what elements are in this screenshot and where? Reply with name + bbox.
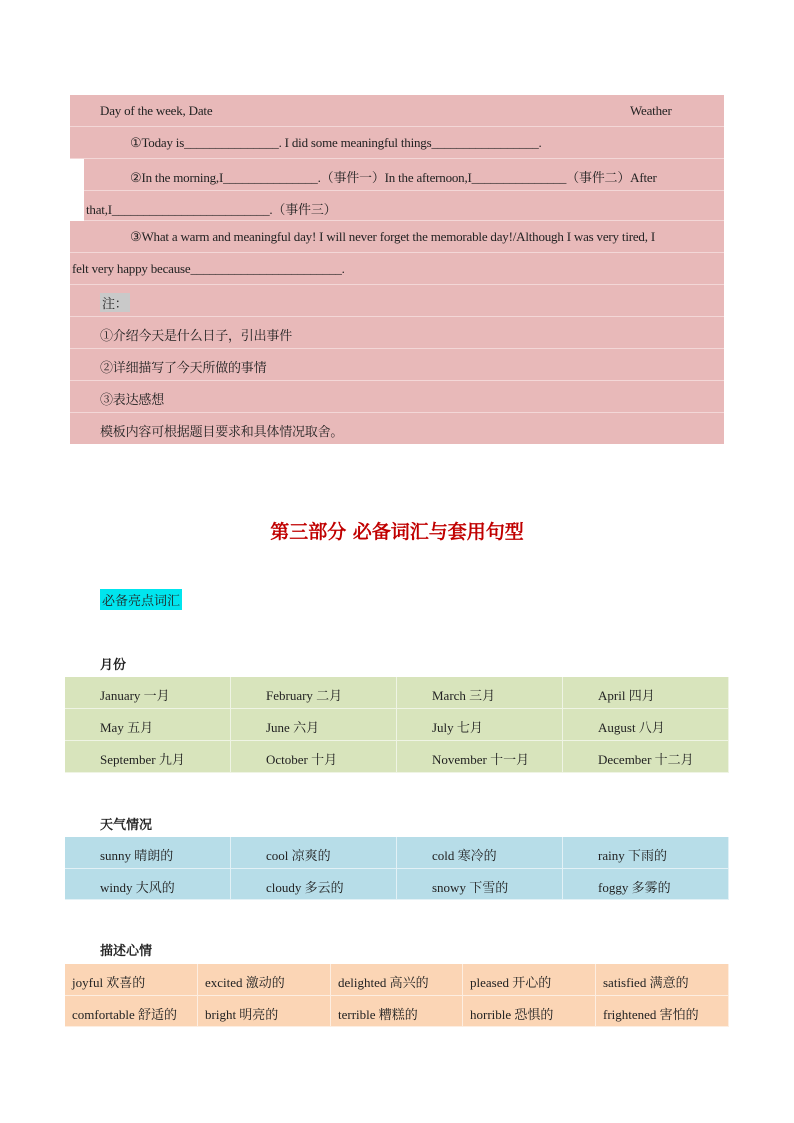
table-cell: bright 明亮的 xyxy=(198,996,331,1027)
table-cell: cold 寒冷的 xyxy=(397,837,563,869)
months-label: 月份 xyxy=(100,658,127,673)
weather-label: 天气情况 xyxy=(100,818,153,833)
template-line-4: ③What a warm and meaningful day! I will never forget the memorable day!/Although I was very tired, I xyxy=(130,229,655,244)
table-cell: comfortable 舒适的 xyxy=(65,996,198,1027)
vocabulary-tag: 必备亮点词汇 xyxy=(100,589,182,610)
table-cell: December 十二月 xyxy=(563,741,729,773)
note-3: ③表达感想 xyxy=(100,392,165,407)
template-row-note-2 xyxy=(70,349,724,381)
table-cell: sunny 晴朗的 xyxy=(65,837,231,869)
table-cell: pleased 开心的 xyxy=(463,964,596,996)
mood-table xyxy=(65,964,729,1027)
template-row-header xyxy=(70,95,724,127)
table-cell: rainy 下雨的 xyxy=(563,837,729,869)
table-cell: October 十月 xyxy=(231,741,397,773)
table-cell: windy 大风的 xyxy=(65,869,231,900)
table-cell: January 一月 xyxy=(65,677,231,709)
table-cell: September 九月 xyxy=(65,741,231,773)
months-table xyxy=(65,677,729,773)
table-cell: March 三月 xyxy=(397,677,563,709)
table-cell: joyful 欢喜的 xyxy=(65,964,198,996)
table-cell: June 六月 xyxy=(231,709,397,741)
template-row-note-label xyxy=(70,285,724,317)
template-row-1 xyxy=(70,127,724,159)
weather-table xyxy=(65,837,729,900)
header-date-label: Day of the week, Date xyxy=(100,103,213,118)
template-row-2 xyxy=(84,159,724,191)
note-1: ①介绍今天是什么日子，引出事件 xyxy=(100,328,293,343)
template-line-5: felt very happy because________________________. xyxy=(72,261,345,276)
table-cell: snowy 下雪的 xyxy=(397,869,563,900)
table-cell: excited 激动的 xyxy=(198,964,331,996)
template-line-2: ②In the morning,I_______________.（事件一）In the afternoon,I_______________（事件二）After xyxy=(130,170,657,185)
part-title: 第三部分 必备词汇与套用句型 xyxy=(270,521,524,543)
table-cell: horrible 恐惧的 xyxy=(463,996,596,1027)
table-cell: November 十一月 xyxy=(397,741,563,773)
note-4: 模板内容可根据题目要求和具体情况取舍。 xyxy=(100,424,344,439)
table-cell: terrible 糟糕的 xyxy=(331,996,463,1027)
template-row-note-4 xyxy=(70,413,724,444)
template-row-note-3 xyxy=(70,381,724,413)
table-cell: July 七月 xyxy=(397,709,563,741)
table-cell: satisfied 满意的 xyxy=(596,964,729,996)
table-cell: April 四月 xyxy=(563,677,729,709)
template-row-4 xyxy=(70,221,724,253)
template-line-1: ①Today is_______________. I did some meaningful things_________________. xyxy=(130,135,542,150)
table-cell: delighted 高兴的 xyxy=(331,964,463,996)
template-row-3 xyxy=(84,191,724,221)
table-cell: frightened 害怕的 xyxy=(596,996,729,1027)
table-cell: February 二月 xyxy=(231,677,397,709)
template-line-3: that,I_________________________.（事件三） xyxy=(86,202,337,217)
note-2: ②详细描写了今天所做的事情 xyxy=(100,360,267,375)
template-row-note-1 xyxy=(70,317,724,349)
table-cell: August 八月 xyxy=(563,709,729,741)
note-label: 注： xyxy=(100,293,130,312)
header-weather-label: Weather xyxy=(630,103,672,118)
table-cell: May 五月 xyxy=(65,709,231,741)
table-cell: cool 凉爽的 xyxy=(231,837,397,869)
table-cell: foggy 多雾的 xyxy=(563,869,729,900)
template-row-5 xyxy=(70,253,724,285)
table-cell: cloudy 多云的 xyxy=(231,869,397,900)
mood-label: 描述心情 xyxy=(100,944,153,959)
